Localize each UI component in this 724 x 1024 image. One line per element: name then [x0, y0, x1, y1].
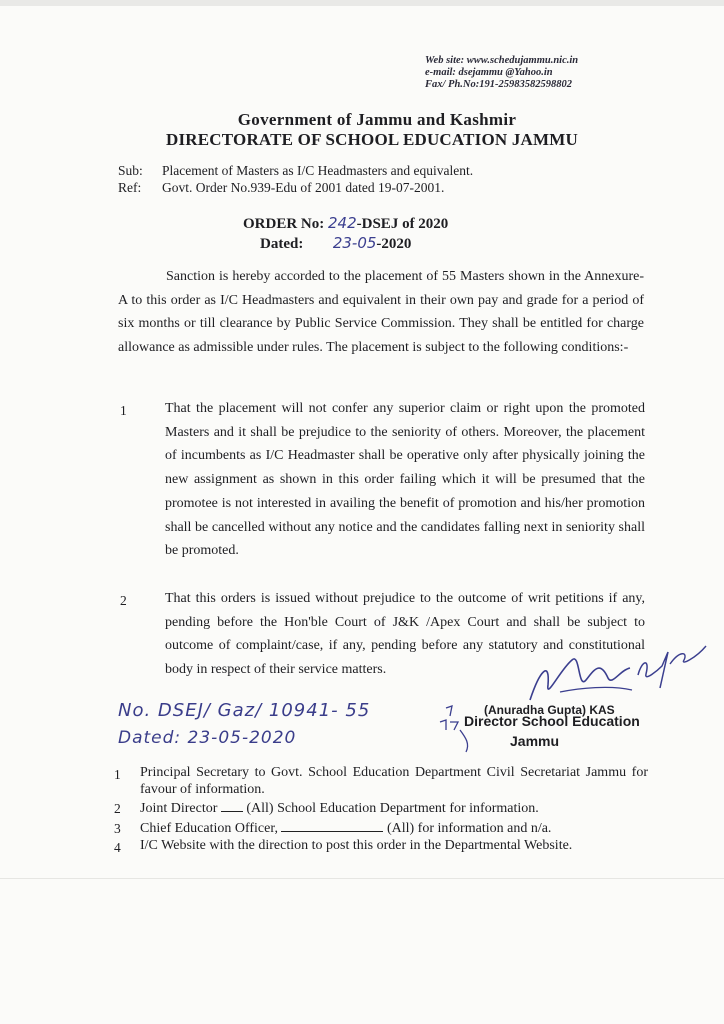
copy-3-number: 3 — [114, 821, 121, 836]
order-date-suffix: -2020 — [376, 236, 412, 252]
copy-2-text-a: Joint Director — [140, 801, 218, 816]
reference-text: Govt. Order No.939-Edu of 2001 dated 19-07-2001. — [162, 180, 445, 195]
scan-edge — [0, 0, 724, 6]
copy-1-number: 1 — [114, 767, 121, 782]
website-line: Web site: www.schedujammu.nic.in — [425, 55, 579, 66]
condition-2-text: That this orders is issued without prejudice to the outcome of writ petitions if any, pending before the Hon'ble Court of J&K /Apex Court and shall be subject to outcome of complaint/case, if any, pending before any statutory and constitutional body in respect of their service matters. — [165, 591, 645, 678]
order-number-handwritten: 242 — [328, 214, 357, 232]
signatory-designation: Director School Education — [464, 713, 640, 729]
copy-4-number: 4 — [114, 840, 121, 855]
subject-label: Sub: — [118, 163, 143, 178]
order-date-handwritten: 23-05 — [332, 234, 377, 252]
directorate-heading: DIRECTORATE OF SCHOOL EDUCATION JAMMU — [166, 130, 578, 149]
order-number-suffix: -DSEJ of 2020 — [356, 216, 449, 232]
sanction-paragraph — [118, 265, 644, 359]
copy-1-text: Principal Secretary to Govt. School Education Department Civil Secretariat Jammu for favour of information. — [140, 765, 648, 797]
reference-label: Ref: — [118, 180, 142, 195]
email-line: e-mail: dsejammu @Yahoo.in — [425, 67, 553, 78]
condition-1-text: That the placement will not confer any superior claim or right upon the promoted Masters and it shall be prejudice to the seniority of others. Moreover, the placement of incumbents as I/C Headmaster shall be operative only after physically joining the new assignment as shown in this order failing which it will be presumed that the promotee is not interested in availing the benefit of promotion and his/her promotion shall be cancelled without any notice and the candidates falling next in seniority shall be promoted. — [165, 401, 645, 559]
dispatch-date: Dated: 23-05-2020 — [118, 728, 297, 748]
subject-text: Placement of Masters as I/C Headmasters and equivalent. — [162, 163, 474, 178]
condition-2-number: 2 — [120, 593, 127, 608]
contact-block — [425, 55, 578, 91]
order-number-line — [243, 214, 448, 233]
copy-2-blank — [221, 799, 243, 812]
copy-2-line — [140, 799, 648, 818]
order-date-label: Dated: — [260, 236, 304, 252]
signatory-name: (Anuradha Gupta) KAS — [484, 703, 615, 717]
copy-3-blank — [281, 819, 383, 832]
dispatch-number: No. DSEJ/ Gaz/ 10941- 55 — [118, 700, 371, 721]
order-date-line — [260, 234, 411, 253]
copy-3-text-a: Chief Education Officer, — [140, 821, 278, 836]
fax-line: Fax/ Ph.No:191-25983582598802 — [425, 79, 572, 90]
condition-1-number: 1 — [120, 403, 127, 418]
sanction-text: Sanction is hereby accorded to the placement of 55 Masters shown in the Annexure-A to this order as I/C Headmasters and equivalent in their own pay and grade for a period of six months or till clearance by Public Service Commission. They shall be entitled for charge allowance as admissible under rules. The placement is subject to the following conditions:- — [118, 269, 644, 355]
government-heading: Government of Jammu and Kashmir — [237, 110, 517, 129]
copy-3-text-b: (All) for information and n/a. — [386, 821, 552, 836]
order-number-label: ORDER No: — [243, 216, 325, 232]
signatory-place: Jammu — [510, 733, 560, 749]
subject-line — [118, 163, 473, 179]
copy-2-text-b: (All) School Education Department for information. — [246, 801, 539, 816]
reference-line — [118, 180, 444, 196]
copy-2-number: 2 — [114, 801, 121, 816]
copy-3-line — [140, 819, 648, 838]
copy-4-text: I/C Website with the direction to post this order in the Departmental Website. — [140, 838, 573, 853]
scan-artifact-line — [0, 878, 724, 879]
